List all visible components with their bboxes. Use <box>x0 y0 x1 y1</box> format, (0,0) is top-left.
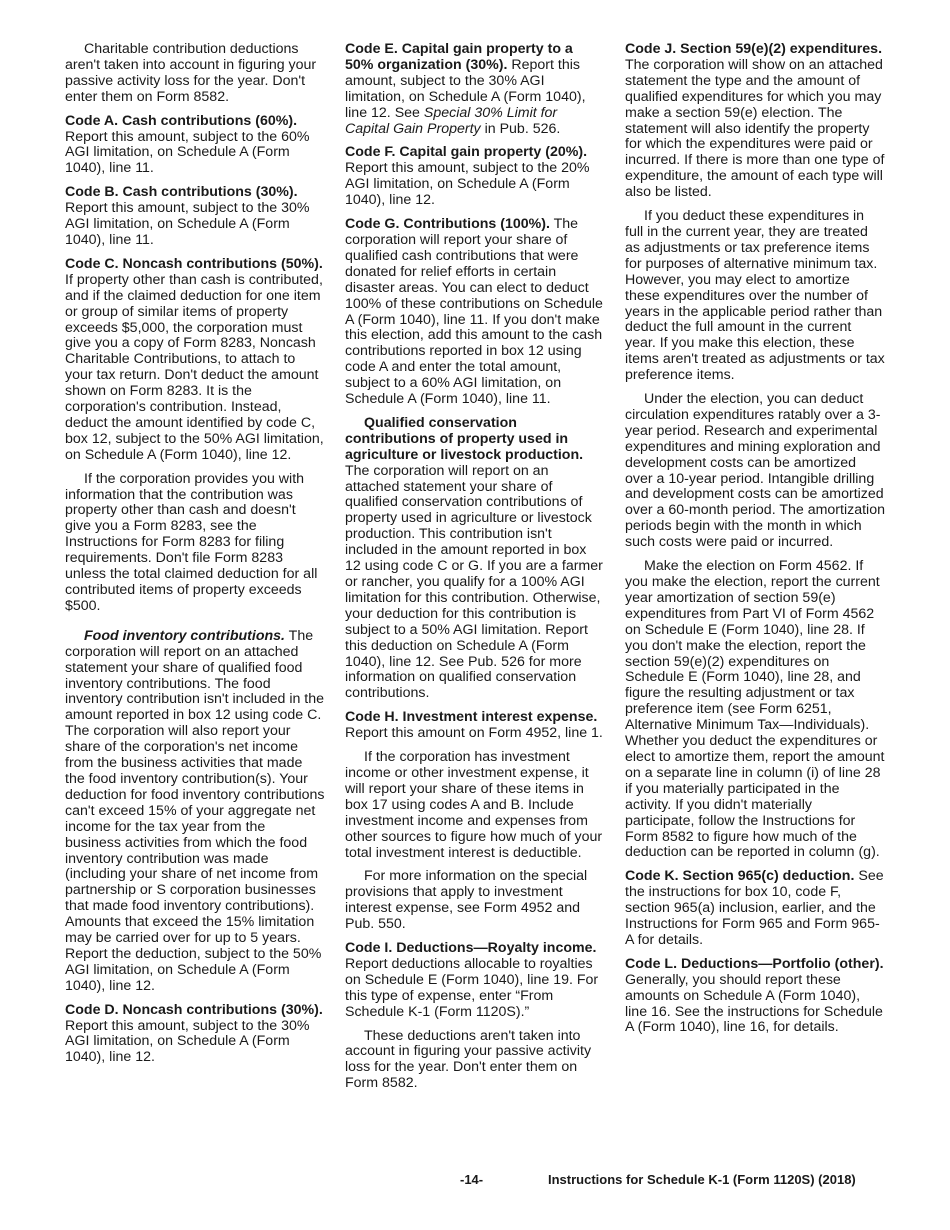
code-g-heading: Code G. Contributions (100%). <box>345 216 550 233</box>
code-c-paragraph-2: If the corporation provides you with information that the contribution was property other than cash and doesn't give you a Form 8283, see the Instructions for Form 8283 for filing requirements. Don't file Form 8283 unless the total claimed deduction for all contributed items of property exceeds $500. <box>65 470 318 614</box>
code-f-paragraph <box>345 145 605 209</box>
food-inventory-heading: Food inventory contributions. <box>84 627 285 644</box>
conservation-heading: Qualified conservation contributions of property used in agriculture or livestock production. <box>345 414 584 463</box>
code-e-reference: Special 30% Limit for Capital Gain Property <box>345 104 558 137</box>
code-i-text: Report deductions allocable to royalties on Schedule E (Form 1040), line 19. For this type of expense, enter “From Schedule K-1 (Form 1120S).” <box>345 955 599 1020</box>
code-b-heading: Code B. Cash contributions (30%). <box>65 184 298 201</box>
code-k-text: See the instructions for box 10, code F, section 965(a) inclusion, earlier, and the Instructions for Form 965 and Form 965-A for details. <box>625 868 884 948</box>
code-e-text: Report this amount, subject to the 30% AGI limitation, on Schedule A (Form 1040), line 12. See <box>345 56 586 121</box>
code-e-paragraph <box>345 42 605 137</box>
code-l-text: Generally, you should report these amounts on Schedule A (Form 1040), line 16. See the instructions for Schedule A (Form 1040), line 16, for details. <box>625 971 883 1036</box>
code-g-text: The corporation will report your share of qualified cash contributions that were donated for relief efforts in certain disaster areas. You can elect to deduct 100% of these contributions on Schedule A (Form 1040), line 11. If you don't make this election, add this amount to the cash contributions reported in box 12 using code A and enter the total amount, subject to a 60% AGI limitation, on Schedule A (Form 1040), line 11. <box>345 216 603 408</box>
code-h-paragraph-3: For more information on the special provisions that apply to investment interest expense, see Form 4952 and Pub. 550. <box>345 868 588 933</box>
text-column-1 <box>65 42 325 1074</box>
code-g-paragraph <box>345 217 605 408</box>
text-column-3 <box>625 42 885 1044</box>
code-l-heading: Code L. Deductions—Portfolio (other). <box>625 955 884 972</box>
code-k-paragraph <box>625 869 885 949</box>
code-j-heading: Code J. Section 59(e)(2) expenditures. <box>625 41 883 57</box>
code-c-paragraph <box>65 257 325 464</box>
conservation-paragraph <box>345 416 605 702</box>
code-f-heading: Code F. Capital gain property (20%). <box>345 144 588 161</box>
code-h-text: Report this amount on Form 4952, line 1. <box>345 725 603 742</box>
code-c-text: If property other than cash is contributed, and if the claimed deduction for one item or group of similar items of property exceeds $5,000, the corporation must give you a copy of Form 8283, Noncash Charitable Contributions, to attach to your tax return. Don't deduct the amount shown on Form 8283. It is the corporation's contribution. Instead, deduct the amount identified by code C, box 12, subject to the 50% AGI limitation, on Schedule A (Form 1040), line 12. <box>65 271 324 463</box>
code-j-text: The corporation will show on an attached statement the type and the amount of qualified expenditures for which you may make a section 59(e) election. The statement will also identify the property for which the expenditures were paid or incurred. If there is more than one type of expenditure, the amount of each type will also be listed. <box>625 56 885 201</box>
text-column-2 <box>345 42 605 1100</box>
code-j-paragraph-4: Make the election on Form 4562. If you make the election, report the current year amortization of section 59(e) expenditures from Part VI of Form 4562 on Schedule E (Form 1040), line 28. If you don't make the election, report the section 59(e)(2) expenditures on Schedule E (Form 1040), line 28, and figure the resulting adjustment or tax preference item (see Form 6251, Alternative Minimum Tax—Individuals). Whether you deduct the expenditures or elect to amortize them, report the amount on a separate line in column (i) of line 28 if you materially participated in the activity. If you didn't materially participate, follow the Instructions for Form 8582 to figure how much of the deduction can be reported in column (g). <box>625 558 885 861</box>
code-a-paragraph <box>65 114 325 178</box>
code-e-heading: Code E. Capital gain property to a 50% organization (30%). <box>345 41 573 73</box>
food-inventory-paragraph <box>65 629 325 995</box>
code-e-text-end: in Pub. 526. <box>484 120 561 137</box>
code-h-paragraph-2: If the corporation has investment income or other investment expense, it will report your share of these items in box 17 using codes A and B. Include investment income and expenses from other sources to figure how much of your total investment interest is deductible. <box>345 749 603 861</box>
code-h-heading: Code H. Investment interest expense. <box>345 709 598 726</box>
footer-title: Instructions for Schedule K-1 (Form 1120S) (2018) <box>548 1172 856 1187</box>
food-inventory-text: The corporation will report on an attached statement your share of qualified food inventory contributions. The food inventory contribution isn't included in the amount reported in box 12 using code C. The corporation will also report your share of the corporation's net income from the business activities that made the food inventory contribution(s). Your deduction for food inventory contributions can't exceed 15% of your aggregate net income for the tax year from the business activities from which the food inventory contribution was made (including your share of net income from partnership or S corporation businesses that made food inventory contributions). Amounts that exceed the 15% limitation may be carried over for up to 5 years. Report the deduction, subject to the 50% AGI limitation, on Schedule A (Form 1040), line 12. <box>65 627 325 994</box>
code-a-heading: Code A. Cash contributions (60%). <box>65 112 298 129</box>
code-h-paragraph <box>345 710 605 742</box>
code-f-text: Report this amount, subject to the 20% AGI limitation, on Schedule A (Form 1040), line 12. <box>345 160 590 209</box>
code-b-text: Report this amount, subject to the 30% AGI limitation, on Schedule A (Form 1040), line 11. <box>65 200 310 248</box>
code-l-paragraph <box>625 957 885 1037</box>
conservation-text: The corporation will report on an attached statement your share of qualified conservation contributions of property used in agriculture or livestock production. This contribution isn't included in the amount reported in box 12 using code C or G. If you are a farmer or rancher, you qualify for a 100% AGI limitation for this contribution. Otherwise, your deduction for this contribution is subject to a 50% AGI limitation. Report this deduction on Schedule A (Form 1040), line 12. See Pub. 526 for more information on qualified conservation contributions. <box>345 462 603 702</box>
code-i-paragraph-2: These deductions aren't taken into account in figuring your passive activity loss for the year. Don't enter them on Form 8582. <box>345 1027 592 1092</box>
code-d-heading: Code D. Noncash contributions (30%). <box>65 1001 323 1018</box>
code-k-heading: Code K. Section 965(c) deduction. <box>625 868 855 885</box>
code-c-heading: Code C. Noncash contributions (50%). <box>65 255 323 272</box>
code-b-paragraph <box>65 185 325 249</box>
code-j-paragraph-3: Under the election, you can deduct circulation expenditures ratably over a 3-year period. Research and experimental expenditures and mining exploration and development costs can be amortized over a 10-year period. Intangible drilling and development costs can be amortized over a 60-month period. The amortization periods begin with the month in which such costs were paid or incurred. <box>625 391 885 551</box>
code-a-text: Report this amount, subject to the 60% AGI limitation, on Schedule A (Form 1040), line 11. <box>65 128 310 177</box>
intro-paragraph: Charitable contribution deductions aren't taken into account in figuring your passive activity loss for the year. Don't enter them on Form 8582. <box>65 41 317 105</box>
code-j-paragraph-2: If you deduct these expenditures in full in the current year, they are treated as adjustments or tax preference items for purposes of alternative minimum tax. However, you may elect to amortize these expenditures over the number of years in the applicable period rather than deduct the full amount in the current year. If you make this election, these items aren't treated as adjustments or tax preference items. <box>625 208 885 384</box>
code-i-heading: Code I. Deductions—Royalty income. <box>345 940 597 957</box>
code-j-paragraph <box>625 42 885 201</box>
code-d-paragraph <box>65 1003 325 1067</box>
code-d-text: Report this amount, subject to the 30% AGI limitation, on Schedule A (Form 1040), line 12. <box>65 1017 310 1066</box>
page-number: -14- <box>460 1172 484 1187</box>
code-i-paragraph <box>345 941 605 1021</box>
